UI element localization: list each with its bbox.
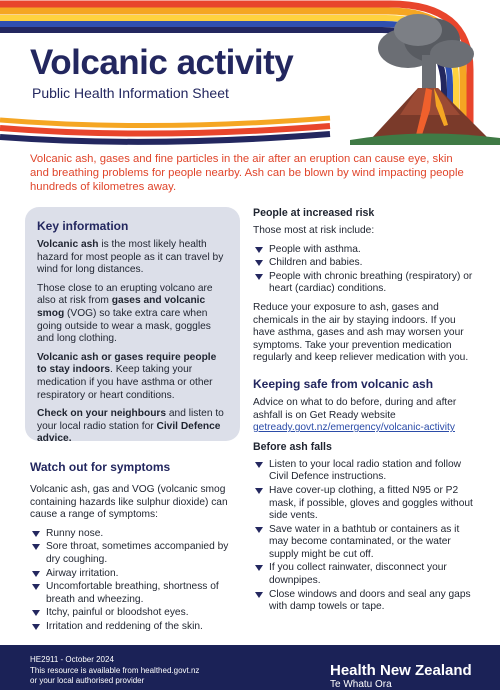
keeping-safe-intro [253, 397, 475, 435]
symptoms-heading: Watch out for symptoms [30, 460, 171, 474]
list-item: People with asthma. [253, 244, 475, 257]
symptoms-intro: Volcanic ash, gas and VOG (volcanic smog containing hazards like sulphur dioxide) can cause a range of symptoms: [30, 484, 228, 521]
key-information-box [25, 207, 240, 445]
bold-text: Check on your neighbours [37, 408, 167, 420]
list-item: Sore throat, sometimes accompanied by dry coughing. [30, 541, 240, 566]
key-info-paragraph [37, 352, 228, 402]
intro-paragraph: Volcanic ash, gases and fine particles in the air after an eruption can cause eye, skin and breathing problems for people nearby. Ash can be blown by wind impacting people hundreds of kilometres away. [30, 153, 464, 193]
header-banner [0, 0, 500, 145]
brand-subtitle: Te Whatu Ora [330, 679, 392, 690]
key-info-paragraph [37, 408, 228, 446]
bold-text: Volcanic ash [37, 239, 99, 250]
brand-logo-text: Health New Zealand [330, 662, 472, 679]
list-item: Save water in a bathtub or containers as it may become contaminated, or the water supply might be cut off. [253, 524, 475, 562]
before-ash-heading: Before ash falls [253, 440, 332, 453]
list-item: If you collect rainwater, disconnect your downpipes. [253, 562, 475, 587]
volcano-illustration [330, 0, 500, 145]
footer-info [30, 655, 199, 687]
list-item: Irritation and reddening of the skin. [30, 621, 240, 634]
key-info-paragraph [37, 283, 228, 346]
page-title: Volcanic activity [30, 43, 294, 82]
availability-text: This resource is available from healthed.govt.nz [30, 665, 200, 675]
key-information-heading: Key information [37, 219, 129, 233]
list-item: Itchy, painful or bloodshot eyes. [30, 607, 240, 620]
text: . Keep taking your medication if you have asthma or other respiratory or heart conditions. [37, 364, 213, 401]
text: is the most likely health hazard for most people as it can travel by wind for long distances. [37, 239, 224, 276]
risk-advice: Reduce your exposure to ash, gases and chemicals in the air by staying indoors. If you have asthma, gases and ash may worsen your symptoms. Take your prevention medication regularly and keep reliever medication with you. [253, 301, 469, 364]
before-ash-list [253, 459, 475, 614]
text: Those close to an erupting volcano are also at risk from [37, 282, 213, 307]
text: Advice on what to do before, during and after ashfall is on Get Ready website [253, 396, 457, 421]
key-info-paragraph [37, 239, 228, 277]
risk-heading: People at increased risk [253, 207, 375, 219]
list-item: Close windows and doors and seal any gaps with damp towels or tape. [253, 589, 475, 614]
right-column [253, 207, 475, 620]
bold-text: gases and volcanic smog [37, 295, 206, 319]
symptoms-section [30, 460, 240, 640]
list-item: Airway irritation. [30, 568, 240, 581]
risk-list [253, 244, 475, 296]
text: and listen to your local radio station for [37, 408, 224, 432]
page-subtitle: Public Health Information Sheet [32, 85, 229, 101]
list-item: Uncomfortable breathing, shortness of breath and wheezing. [30, 581, 240, 606]
symptoms-list [30, 528, 240, 634]
footer [0, 645, 500, 690]
bold-text: Civil Defence advice. [37, 420, 221, 445]
list-item: People with chronic breathing (respiratory) or heart (cardiac) conditions. [253, 271, 475, 296]
resource-code: HE2911 - October 2024 [30, 655, 114, 664]
list-item: Have cover-up clothing, a fitted N95 or P2 mask, if possible, gloves and goggles without side vents. [253, 485, 475, 523]
risk-intro: Those most at risk include: [253, 225, 375, 236]
keeping-safe-heading: Keeping safe from volcanic ash [253, 376, 434, 391]
list-item: Children and babies. [253, 257, 475, 270]
list-item: Listen to your local radio station and follow Civil Defence instructions. [253, 459, 475, 484]
text: (VOG) so take extra care when going outside to wear a mask, goggles and long clothing. [37, 307, 211, 345]
availability-text: or your local authorised provider [30, 676, 145, 685]
bold-text: Volcanic ash or gases require people to stay indoors [37, 351, 217, 376]
get-ready-link[interactable]: getready.govt.nz/emergency/volcanic-activity [253, 422, 455, 434]
list-item: Runny nose. [30, 528, 240, 541]
